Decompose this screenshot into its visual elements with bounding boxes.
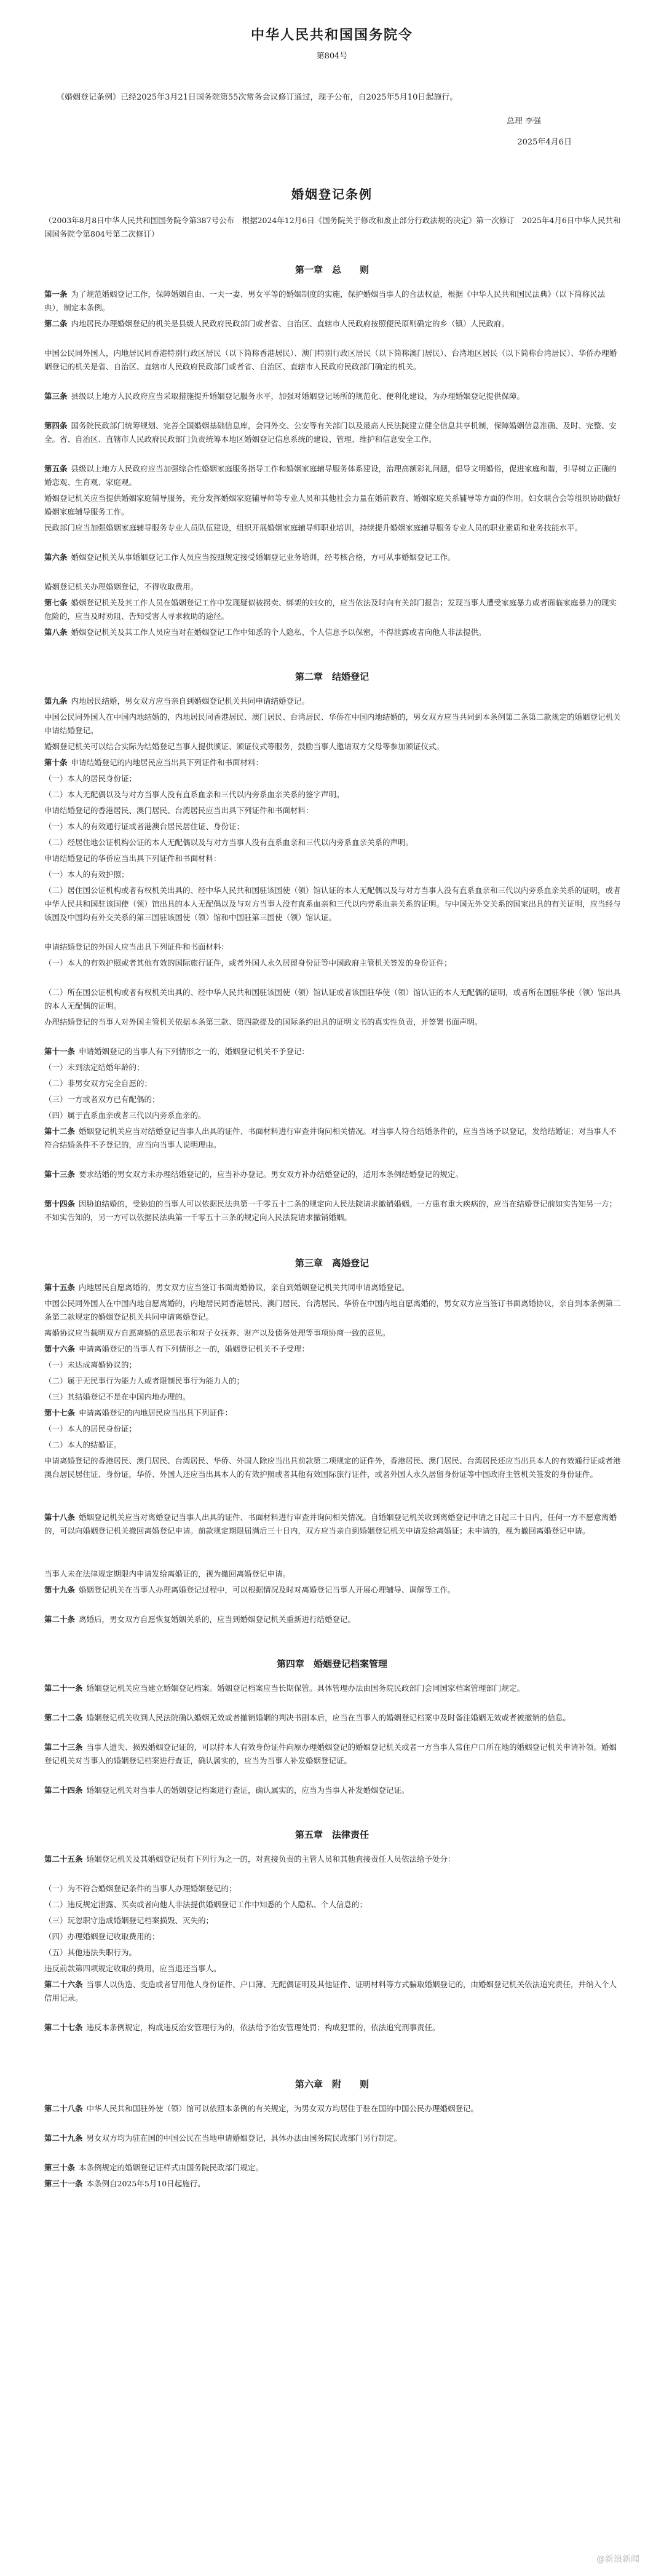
list-item: （二）属于无民事行为能力人或者限制民事行为能力人的；	[44, 1376, 245, 1385]
article-number: 第二十六条	[44, 1980, 83, 1989]
article-number: 第十八条	[44, 1513, 76, 1522]
order-date: 2025年4月6日	[517, 138, 572, 147]
article-number: 第二十五条	[44, 1854, 83, 1864]
article-text: 内地居民办理婚姻登记的机关是县级人民政府民政部门或者省、自治区、直辖市人民政府按照便民原则确定的乡（镇）人民政府。	[71, 319, 510, 328]
article-text: 婚姻登记机关在当事人办理离婚登记过程中，可以根据情况及时对离婚登记当事人开展心理辅导、调解等工作。	[79, 1585, 456, 1594]
article-paragraph: 违反前款第四项规定收取的费用，应当退还当事人。	[44, 1964, 221, 1973]
article-number: 第四条	[44, 421, 68, 430]
article-paragraph: 婚姻登记机关应当提供婚姻家庭辅导服务，充分发挥婚姻家庭辅导师等专业人员和其他社会力量在婚前教育、婚姻家庭关系辅导等方面的作用。妇女联合会等组织协助做好婚姻家庭辅导服务工作。	[44, 494, 621, 516]
article-number: 第一条	[44, 290, 68, 299]
chapter-heading: 第一章 总 则	[294, 264, 369, 275]
list-item: （一）本人的居民身份证；	[44, 774, 137, 783]
list-item: （四）办理婚姻登记收取费用的；	[44, 1932, 160, 1941]
article-number: 第二十条	[44, 1615, 76, 1624]
article-number: 第十九条	[44, 1585, 76, 1594]
article-number: 第二十九条	[44, 2133, 83, 2143]
article	[44, 1613, 622, 1626]
article	[44, 1741, 622, 1768]
article-number: 第三十一条	[44, 2179, 83, 2188]
article-text: 申请婚姻登记的当事人有下列情形之一的，婚姻登记机关不予登记：	[79, 1047, 310, 1056]
list-item: （二）居住国公证机构或者有权机关出具的、经中华人民共和国驻该国使（领）馆认证的本人无配偶以及与对方当事人没有直系血亲和三代以内旁系血亲关系的证明，或者中华人民共和国驻该国使（领）馆出具的本人无配偶以及与对方当事人没有直系血亲和三代以内旁系血亲关系的证明。与中国无外交关系的国家出具的有关证明，应当经与该国及中国均有外交关系的第三国驻该国使（领）馆和中国驻第三国使（领）馆认证。	[44, 886, 621, 922]
article-paragraph: 离婚协议应当载明双方自愿离婚的意思表示和对子女抚养、财产以及债务处理等事项协商一致的意见。	[44, 1328, 390, 1337]
article-number: 第七条	[44, 598, 68, 607]
article-number: 第十七条	[44, 1408, 76, 1417]
article	[44, 1342, 622, 1356]
article-number: 第三十条	[44, 2163, 76, 2172]
article	[44, 1853, 622, 1866]
chapter-heading: 第二章 结婚登记	[294, 671, 369, 682]
article	[44, 1125, 622, 1152]
article-text: 当事人遗失、损毁婚姻登记证的，可以持本人有效身份证件向原办理婚姻登记的婚姻登记机关或者一方当事人常住户口所在地的婚姻登记机关申请补领。婚姻登记机关对当事人的婚姻登记档案进行查证，确认属实的，应当为当事人补发婚姻登记证。	[44, 1743, 617, 1765]
article	[44, 1682, 622, 1695]
list-item: （二）所在国公证机构或者有权机关出具的、经中华人民共和国驻该国使（领）馆认证或者该国驻华使（领）馆认证的本人无配偶的证明，或者所在国驻华使（领）馆出具的本人无配偶的证明。	[44, 988, 621, 1010]
chapter-heading: 第三章 离婚登记	[294, 1258, 369, 1269]
article	[44, 596, 622, 623]
article-paragraph: 申请结婚登记的香港居民、澳门居民、台湾居民应当出具下列证件和书面材料：	[44, 806, 314, 815]
article-paragraph: 申请离婚登记的香港居民、澳门居民、台湾居民、华侨、外国人除应当出具前款第二项规定的证件外，香港居民、澳门居民、台湾居民还应当出具本人的有效通行证或者港澳台居民居住证、身份证，华侨、外国人还应当出具本人的有效护照或者其他有效国际旅行证件，或者外国人永久居留身份证等中国政府主管机关签发的身份证件。	[44, 1456, 621, 1479]
article-text: 婚姻登记机关从事婚姻登记工作人员应当按照规定接受婚姻登记业务培训，经考核合格，方可从事婚姻登记工作。	[71, 553, 456, 562]
article-paragraph: 中国公民同外国人在中国内地自愿离婚的，内地居民同香港居民、澳门居民、台湾居民、华侨在中国内地自愿离婚的，男女双方应当签订书面离婚协议，亲自到本条例第二条第二款规定的婚姻登记机关共同申请离婚登记。	[44, 1299, 621, 1321]
revision-history: （2003年8月8日中华人民共和国国务院令第387号公布 根据2024年12月6日《国务院关于修改和废止部分行政法规的决定》第一次修订 2025年4月6日中华人民共和国国务院令第804号第二次修订）	[44, 216, 621, 238]
list-item: （三）玩忽职守造成婚姻登记档案损毁、灭失的；	[44, 1916, 214, 1925]
list-item: （一）本人的有效通行证或者港澳台居民居住证、身份证；	[44, 822, 245, 831]
article	[44, 1168, 622, 1181]
article-number: 第二十三条	[44, 1743, 83, 1752]
article-text: 婚姻登记机关对当事人的婚姻登记档案进行查证，确认属实的，应当为当事人补发婚姻登记证。	[86, 1786, 409, 1795]
article-text: 县级以上地方人民政府应当加强综合性婚姻家庭服务指导工作和婚姻家庭辅导服务体系建设，治理高额彩礼问题，倡导文明婚俗，促进家庭和谐，引导树立正确的婚恋观、生育观、家庭观。	[44, 464, 617, 487]
article-paragraph: 申请结婚登记的外国人应当出具下列证件和书面材料：	[44, 942, 229, 951]
regulation-title: 婚姻登记条例	[291, 187, 373, 202]
list-item: （四）属于直系血亲或者三代以内旁系血亲的。	[44, 1111, 206, 1120]
article	[44, 2132, 622, 2145]
list-item: （一）本人的居民身份证；	[44, 1424, 137, 1433]
article-paragraph: 当事人未在法律规定期限内申请发给离婚证的，视为撤回离婚登记申请。	[44, 1569, 291, 1578]
chapter-heading: 第四章 婚姻登记档案管理	[276, 1658, 387, 1669]
article	[44, 1978, 622, 2005]
article-number: 第十一条	[44, 1047, 76, 1056]
list-item: （一）未达成离婚协议的；	[44, 1360, 137, 1369]
article-number: 第九条	[44, 696, 68, 706]
article-number: 第三条	[44, 392, 68, 401]
list-item: （五）其他违法失职行为。	[44, 1948, 137, 1957]
article-text: 婚姻登记机关及其工作人员应当对在婚姻登记工作中知悉的个人隐私、个人信息予以保密，不得泄露或者向他人非法提供。	[71, 628, 486, 637]
article-number: 第十六条	[44, 1344, 76, 1353]
article-paragraph: 婚姻登记机关办理婚姻登记，不得收取费用。	[44, 582, 199, 591]
article-text: 违反本条例规定，构成违反治安管理行为的，依法给予治安管理处罚；构成犯罪的，依法追究刑事责任。	[86, 2023, 440, 2032]
article	[44, 419, 622, 446]
article-paragraph: 办理结婚登记的当事人对外国主管机关依据本条第三款、第四款提及的国际条约出具的证明文书的真实性负责，并签署书面声明。	[44, 1017, 483, 1026]
article	[44, 2177, 622, 2191]
article-text: 因胁迫结婚的，受胁迫的当事人可以依据民法典第一千零五十二条的规定向人民法院请求撤销婚姻。一方患有重大疾病的，应当在结婚登记前如实告知另一方；不如实告知的，另一方可以依据民法典第一千零五十三条的规定向人民法院请求撤销婚姻。	[44, 1199, 617, 1222]
article	[44, 1711, 622, 1725]
article-paragraph: 中国公民同外国人，内地居民同香港特别行政区居民（以下简称香港居民）、澳门特别行政区居民（以下简称澳门居民）、台湾地区居民（以下简称台湾居民）、华侨办理婚姻登记的机关是省、自治区、直辖市人民政府民政部门或者省、自治区、直辖市人民政府民政部门确定的机关。	[44, 349, 617, 371]
article-number: 第二条	[44, 319, 68, 328]
article-number: 第二十一条	[44, 1684, 83, 1693]
article-text: 内地居民自愿离婚的，男女双方应当签订书面离婚协议，亲自到婚姻登记机关共同申请离婚登记。	[79, 1283, 409, 1292]
article	[44, 390, 622, 403]
article	[44, 1281, 622, 1294]
list-item: （一）本人的有效护照或者其他有效的国际旅行证件，或者外国人永久居留身份证等中国政府主管机关签发的身份证件；	[44, 958, 452, 967]
article	[44, 2021, 622, 2034]
list-item: （三）一方或者双方已有配偶的；	[44, 1095, 160, 1104]
article-text: 内地居民结婚，男女双方应当亲自到婚姻登记机关共同申请结婚登记。	[71, 696, 310, 706]
article-number: 第二十二条	[44, 1713, 83, 1722]
article	[44, 1045, 622, 1058]
article	[44, 2161, 622, 2175]
article-text: 国务院民政部门统筹规划、完善全国婚姻基础信息库，会同外交、公安等有关部门以及最高人民法院建立健全信息共享机制，保障婚姻信息准确、及时、完整、安全。省、自治区、直辖市人民政府民政部门负责统筹本地区婚姻登记信息系统的建设、管理、维护和信息安全工作。	[44, 421, 617, 444]
article-text: 婚姻登记机关及其工作人员在婚姻登记工作中发现疑似被拐卖、绑架的妇女的，应当依法及时向有关部门报告；发现当事人遭受家庭暴力或者面临家庭暴力的现实危险的，应当及时劝阻、告知受害人寻求救助的途径。	[44, 598, 617, 621]
article-text: 婚姻登记机关应当对离婚登记当事人出具的证件、书面材料进行审查并询问相关情况。自婚姻登记机关收到离婚登记申请之日起三十日内，任何一方不愿意离婚的，可以向婚姻登记机关撤回离婚登记申请。前款规定期限届满后三十日内，双方应当亲自到婚姻登记机关申请发给离婚证；未申请的，视为撤回离婚登记申请。	[44, 1513, 617, 1535]
article	[44, 1197, 622, 1224]
order-title: 中华人民共和国国务院令	[250, 27, 413, 43]
article-text: 申请离婚登记的当事人有下列情形之一的，婚姻登记机关不予受理：	[79, 1344, 310, 1353]
article-number: 第二十八条	[44, 2104, 83, 2113]
article-number: 第十三条	[44, 1170, 76, 1179]
article-text: 要求结婚的男女双方未办理结婚登记的，应当补办登记。男女双方补办结婚登记的，适用本条例结婚登记的规定。	[79, 1170, 464, 1179]
article-text: 中华人民共和国驻外使（领）馆可以依照本条例的有关规定，为男女双方均居住于驻在国的中国公民办理婚姻登记。	[86, 2104, 479, 2113]
chapter-heading: 第五章 法律责任	[294, 1829, 369, 1840]
article	[44, 1511, 622, 1538]
list-item: （一）未到法定结婚年龄的；	[44, 1063, 144, 1072]
list-item: （二）经居住地公证机构公证的本人无配偶以及与对方当事人没有直系血亲和三代以内旁系血亲关系的声明。	[44, 838, 414, 847]
article	[44, 1784, 622, 1797]
article-text: 婚姻登记机关及其婚姻登记员有下列行为之一的，对直接负责的主管人员和其他直接责任人员依法给予处分：	[86, 1854, 456, 1864]
article-text: 本条例自2025年5月10日起施行。	[86, 2179, 205, 2188]
article-number: 第六条	[44, 553, 68, 562]
list-item: （二）本人无配偶以及与对方当事人没有直系血亲和三代以内旁系血亲关系的签字声明。	[44, 790, 344, 799]
article-text: 申请离婚登记的内地居民应当出具下列证件：	[79, 1408, 233, 1417]
list-item: （一）本人的有效护照；	[44, 870, 129, 879]
article-text: 婚姻登记机关应当对结婚登记当事人出具的证件、书面材料进行审查并询问相关情况。对当事人符合结婚条件的，应当当场予以登记，发给结婚证；对当事人不符合结婚条件不予登记的，应当向当事人说明理由。	[44, 1127, 617, 1149]
article-number: 第十条	[44, 758, 68, 767]
article	[44, 288, 622, 315]
article	[44, 626, 622, 639]
article-number: 第十五条	[44, 1283, 76, 1292]
list-item: （三）其结婚登记不是在中国内地办理的。	[44, 1392, 191, 1401]
article-paragraph: 婚姻登记机关可以结合实际为结婚登记当事人提供颁证、颁证仪式等服务，鼓励当事人邀请双方父母等参加颁证仪式。	[44, 742, 445, 751]
source-watermark: @新浪新闻	[596, 2554, 639, 2564]
list-item: （一）为不符合婚姻登记条件的当事人办理婚姻登记的；	[44, 1884, 237, 1893]
article	[44, 551, 622, 564]
article-number: 第二十四条	[44, 1786, 83, 1795]
order-intro: 《婚姻登记条例》已经2025年3月21日国务院第55次常务会议修订通过，现予公布，自2025年5月10日起施行。	[57, 93, 458, 102]
article-text: 为了规范婚姻登记工作，保障婚姻自由、一夫一妻、男女平等的婚姻制度的实施，保护婚姻当事人的合法权益，根据《中华人民共和国民法典》（以下简称民法典），制定本条例。	[44, 290, 606, 312]
article-paragraph: 民政部门应当加强婚姻家庭辅导服务专业人员队伍建设，组织开展婚姻家庭辅导师职业培训，持续提升婚姻家庭辅导服务专业人员的职业素质和业务技能水平。	[44, 523, 583, 532]
article-text: 当事人以伪造、变造或者冒用他人身份证件、户口簿、无配偶证明及其他证件、证明材料等方式骗取婚姻登记的，由婚姻登记机关依法追究责任，并纳入个人信用记录。	[44, 1980, 617, 2003]
article-number: 第二十七条	[44, 2023, 83, 2032]
article-number: 第五条	[44, 464, 68, 473]
article-text: 男女双方均为驻在国的中国公民在当地申请婚姻登记，具体办法由国务院民政部门另行制定。	[86, 2133, 402, 2143]
article	[44, 2102, 622, 2116]
article-text: 县级以上地方人民政府应当采取措施提升婚姻登记服务水平，加强对婚姻登记场所的规范化、便利化建设，为办理婚姻登记提供保障。	[71, 392, 525, 401]
article-number: 第十二条	[44, 1127, 76, 1136]
article	[44, 462, 622, 489]
article	[44, 756, 622, 770]
article-text: 离婚后，男女双方自愿恢复婚姻关系的，应当到婚姻登记机关重新进行结婚登记。	[79, 1615, 356, 1624]
article-paragraph: 申请结婚登记的华侨应当出具下列证件和书面材料：	[44, 854, 221, 863]
article-text: 申请结婚登记的内地居民应当出具下列证件和书面材料：	[71, 758, 264, 767]
list-item: （二）本人的结婚证。	[44, 1440, 122, 1449]
article-number: 第十四条	[44, 1199, 76, 1208]
list-item: （二）非男女双方完全自愿的；	[44, 1079, 152, 1088]
premier-signature: 总理 李强	[506, 117, 541, 126]
article	[44, 695, 622, 708]
article-text: 婚姻登记机关收到人民法院确认婚姻无效或者撤销婚姻的判决书副本后，应当在当事人的婚姻登记档案中及时备注婚姻无效或者被撤销的信息。	[86, 1713, 571, 1722]
article	[44, 317, 622, 331]
article-text: 本条例规定的婚姻登记证样式由国务院民政部门规定。	[79, 2163, 264, 2172]
article-paragraph: 中国公民同外国人在中国内地结婚的，内地居民同香港居民、澳门居民、台湾居民、华侨在中国内地结婚的，男女双方应当共同到本条例第二条第二款规定的婚姻登记机关申请结婚登记。	[44, 712, 621, 735]
article-text: 婚姻登记机关应当建立婚姻登记档案。婚姻登记档案应当长期保管。具体管理办法由国务院民政部门会同国家档案管理部门规定。	[86, 1684, 525, 1693]
article	[44, 1406, 622, 1420]
list-item: （二）违反规定泄露、买卖或者向他人非法提供婚姻登记工作中知悉的个人隐私、个人信息的；	[44, 1900, 368, 1909]
article	[44, 1583, 622, 1597]
order-number: 第804号	[316, 52, 348, 61]
chapter-heading: 第六章 附 则	[294, 2079, 369, 2090]
article-number: 第八条	[44, 628, 68, 637]
